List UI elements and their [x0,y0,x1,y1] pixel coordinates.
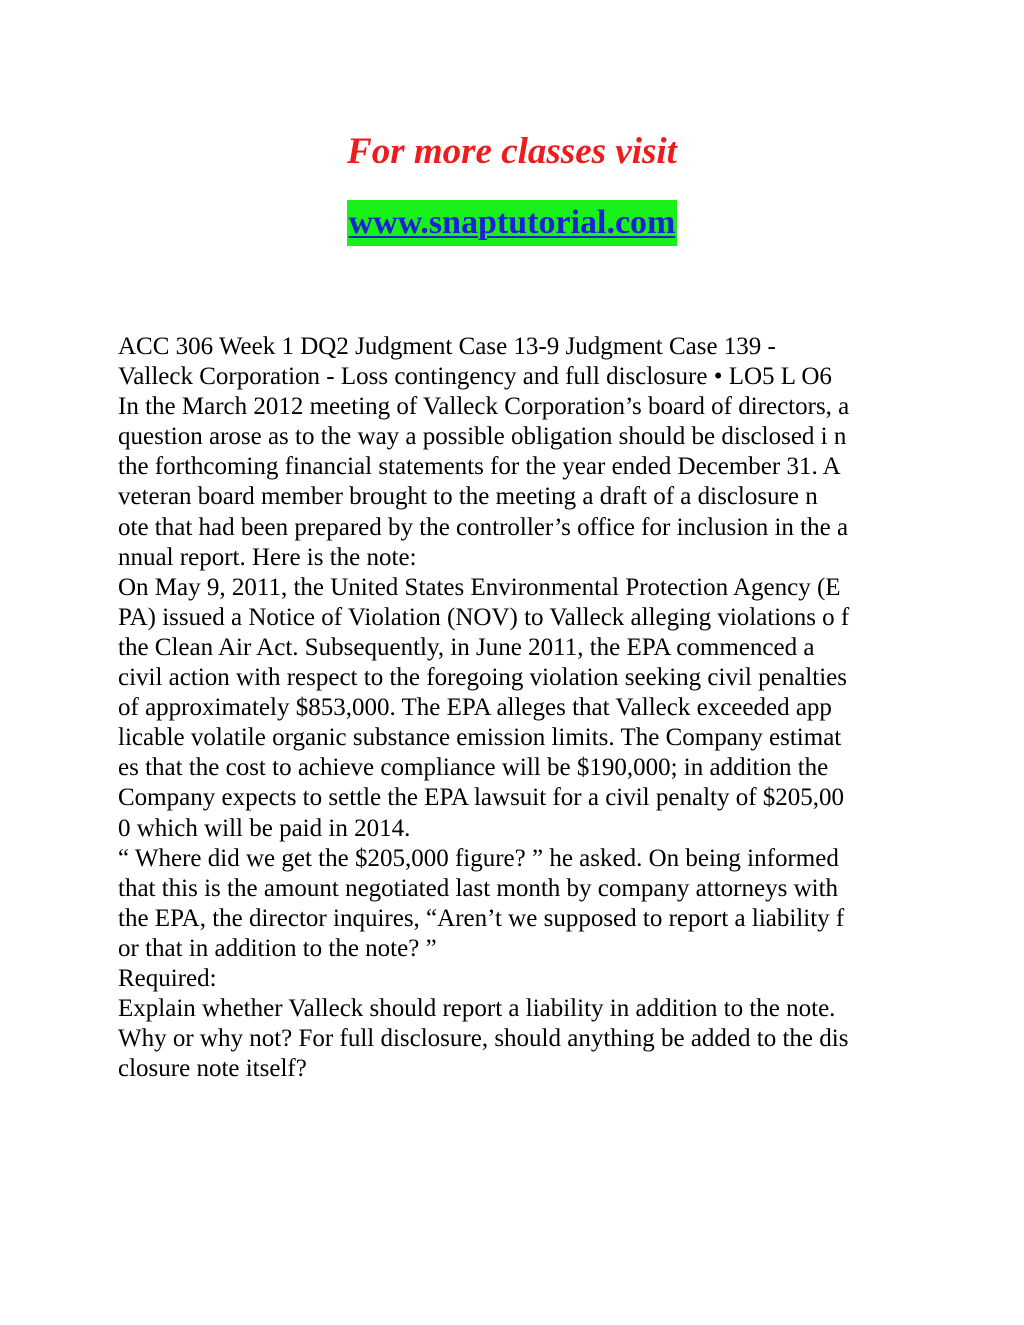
text-line: licable volatile organic substance emission limits. The Company estimat [118,724,842,752]
text-line: civil action with respect to the foregoing violation seeking civil penalties [118,664,847,692]
text-line: 0 which will be paid in 2014. [118,814,411,842]
text-line: Explain whether Valleck should report a liability in addition to the note. [118,995,836,1023]
text-line: closure note itself? [118,1055,307,1083]
text-line: PA) issued a Notice of Violation (NOV) to Valleck alleging violations o f [118,603,850,631]
text-line: es that the cost to achieve compliance will be $190,000; in addition the [118,754,829,782]
text-line: ACC 306 Week 1 DQ2 Judgment Case 13-9 Judgment Case 139 - [118,333,776,360]
text-line: question arose as to the way a possible obligation should be disclosed i n [118,423,847,451]
text-line: On May 9, 2011, the United States Environmental Protection Agency (E [118,573,841,601]
text-line: Company expects to settle the EPA lawsuit for a civil penalty of $205,00 [118,784,845,812]
text-line: the forthcoming financial statements for the year ended December 31. A [118,453,841,481]
text-line: “ Where did we get the $205,000 figure? ” he asked. On being informed [118,844,839,872]
text-line: Why or why not? For full disclosure, should anything be added to the dis [118,1025,849,1053]
link-container [0,200,1024,246]
text-line: of approximately $853,000. The EPA alleges that Valleck exceeded app [118,694,832,722]
text-line: Valleck Corporation - Loss contingency and full disclosure • LO5 L O6 [118,363,832,391]
text-line: that this is the amount negotiated last month by company attorneys with [118,874,839,902]
text-line: In the March 2012 meeting of Valleck Corporation’s board of directors, a [118,393,850,421]
assignment-text [118,332,918,1084]
text-line: the Clean Air Act. Subsequently, in June 2011, the EPA commenced a [118,633,815,661]
text-line: or that in addition to the note? ” [118,934,437,962]
text-line: Required: [118,964,217,992]
page-title: For more classes visit [347,131,677,172]
text-line: the EPA, the director inquires, “Aren’t we supposed to report a liability f [118,904,845,932]
text-line: nnual report. Here is the note: [118,543,417,571]
text-line: veteran board member brought to the meeting a draft of a disclosure n [118,483,818,511]
text-line: ote that had been prepared by the controller’s office for inclusion in the a [118,513,849,541]
website-link[interactable]: www.snaptutorial.com [347,200,678,246]
